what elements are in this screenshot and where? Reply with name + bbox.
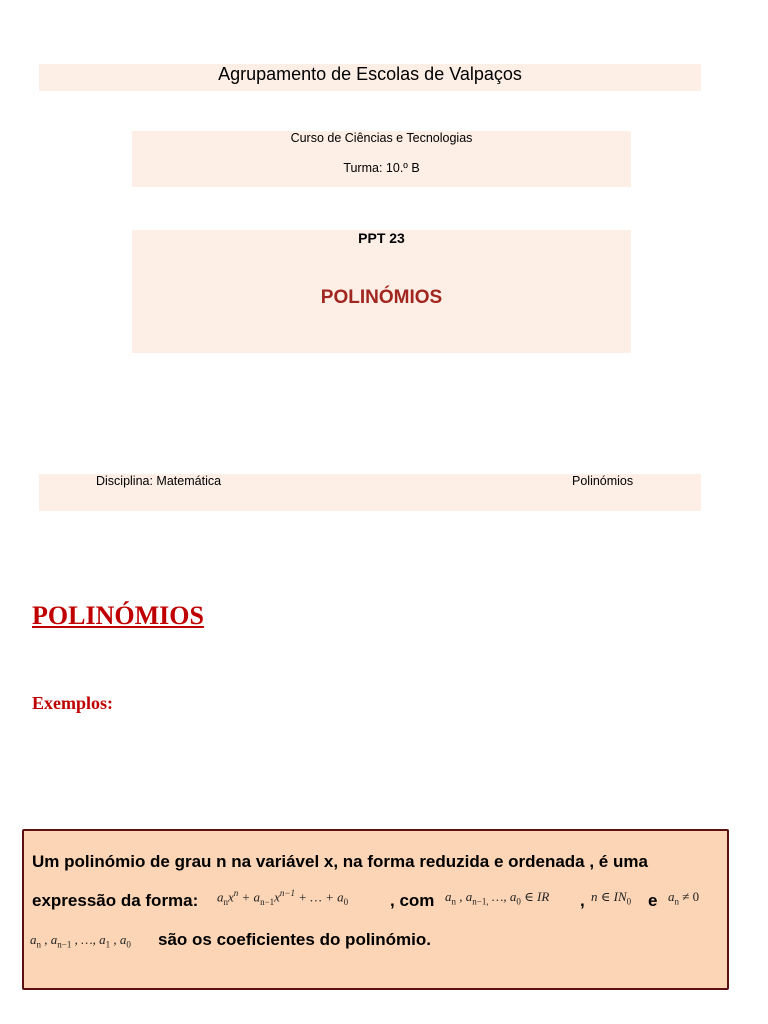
polynomial-general-form: $a_nx^n + a_{n-1}x^{n-1}$ + … + $a_0$ <box>217 888 349 907</box>
definition-form-label: expressão da forma: <box>32 891 199 910</box>
course-name: Curso de Ciências e Tecnologias <box>290 131 473 145</box>
section-title: POLINÓMIOS <box>32 601 204 630</box>
course-band <box>132 131 631 187</box>
coefficients-in-reals: $a_n$ , $a_{n-1,}$ …, $a_0$ ∈ IR <box>445 889 550 907</box>
examples-label: Exemplos: <box>32 693 113 713</box>
definition-box <box>22 829 729 990</box>
degree-in-naturals: n ∈ $IN_0$ <box>591 889 632 907</box>
subject-label: Disciplina: Matemática <box>96 474 222 488</box>
topic-label: Polinómios <box>572 474 634 488</box>
definition-and: e <box>648 891 658 910</box>
definition-line-3: são os coeficientes do polinómio. <box>158 930 431 949</box>
definition-line-1: Um polinómio de grau n na variável x, na forma reduzida e ordenada , é uma <box>32 852 648 871</box>
ppt-code: PPT 23 <box>358 230 405 246</box>
coefficients-list: $a_n$ , $a_{n-1}$ , …, $a_1$ , $a_0$ <box>30 932 131 950</box>
ppt-title: POLINÓMIOS <box>320 287 443 308</box>
definition-com: , com <box>390 891 435 910</box>
leading-coefficient-nonzero: $a_n \ne 0$ <box>668 889 700 907</box>
definition-comma: , <box>580 891 585 910</box>
school-header-band <box>39 64 701 91</box>
subject-band <box>39 474 701 511</box>
class-name: Turma: 10.º B <box>343 161 420 175</box>
school-name: Agrupamento de Escolas de Valpaços <box>218 64 522 84</box>
ppt-band <box>132 230 631 353</box>
